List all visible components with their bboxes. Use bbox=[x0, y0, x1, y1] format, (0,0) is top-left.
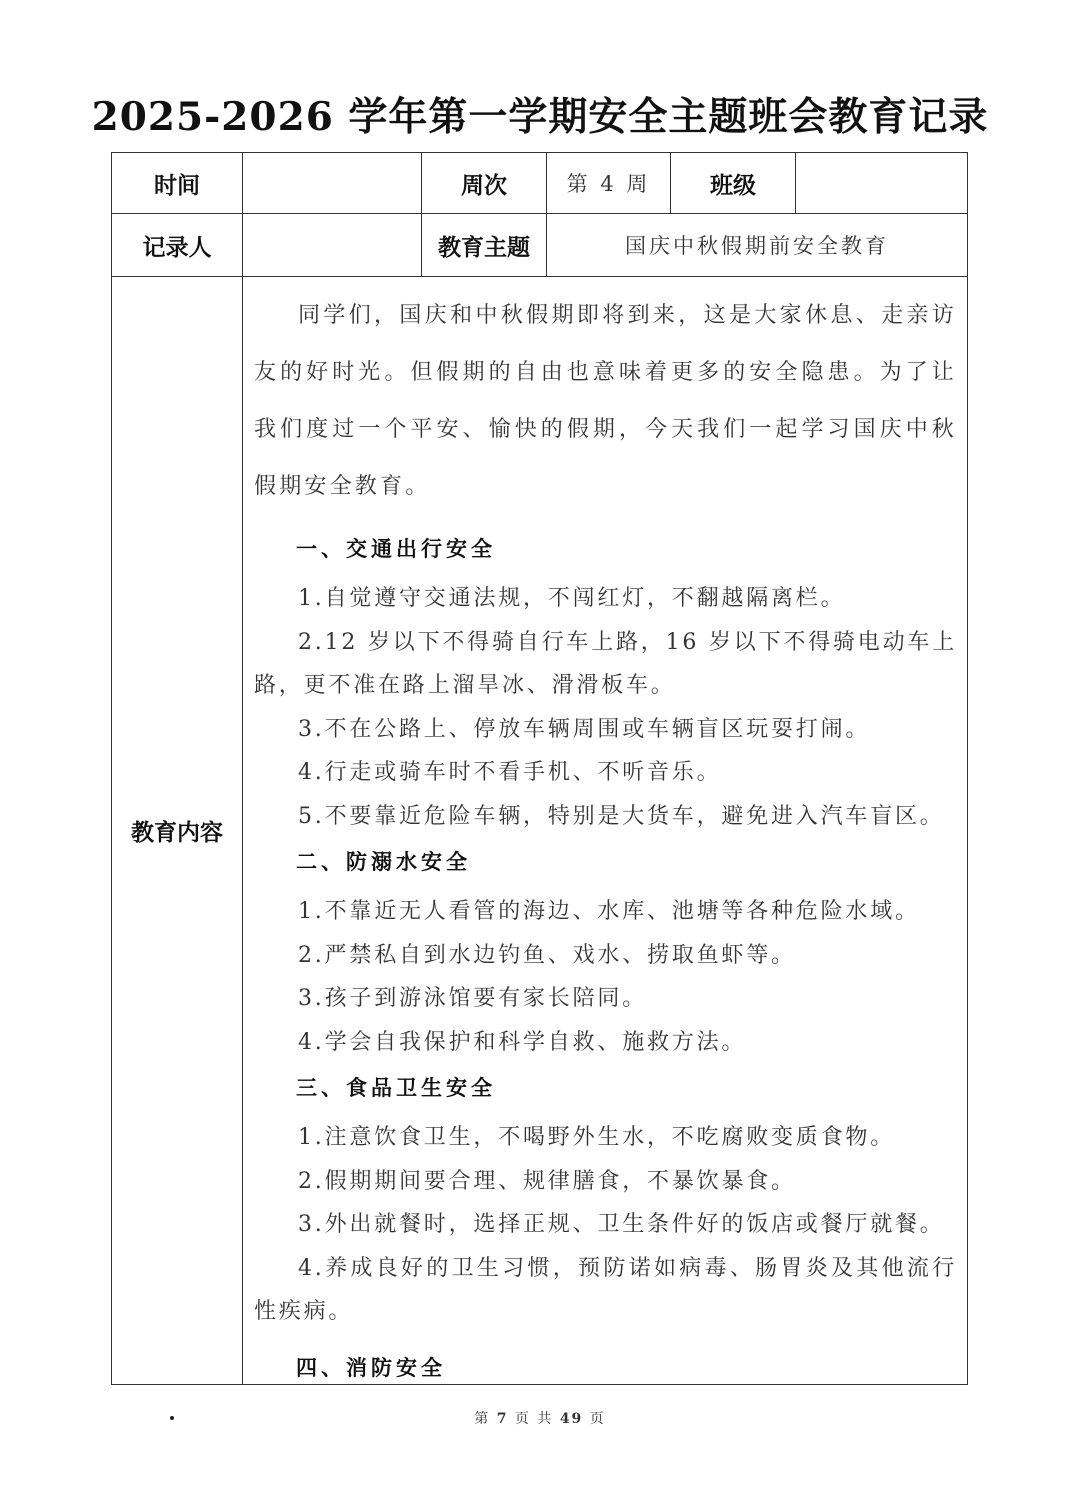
week-value: 第 4 周 bbox=[547, 153, 671, 214]
page-total: 49 bbox=[559, 1411, 584, 1427]
footer-suffix: 页 bbox=[589, 1411, 606, 1427]
page-number: 7 bbox=[496, 1411, 509, 1427]
table-row-recorder bbox=[112, 214, 968, 277]
time-label: 时间 bbox=[112, 153, 243, 214]
table-row-content bbox=[112, 277, 968, 1385]
list-item: 2.严禁私自到水边钓鱼、戏水、捞取鱼虾等。 bbox=[298, 942, 796, 968]
list-item: 4.养成良好的卫生习惯，预防诺如病毒、肠胃炎及其他流行性疾病。 bbox=[254, 1255, 957, 1324]
content-body bbox=[243, 277, 967, 1381]
list-item: 3.孩子到游泳馆要有家长陪同。 bbox=[298, 986, 647, 1011]
class-label: 班级 bbox=[671, 153, 796, 214]
list-item: 1.自觉遵守交通法规，不闯红灯，不翻越隔离栏。 bbox=[298, 586, 846, 611]
footer-mid: 页 共 bbox=[514, 1411, 554, 1427]
document-title: 2025-2026 学年第一学期安全主题班会教育记录 bbox=[91, 94, 989, 140]
list-item: 5.不要靠近危险车辆，特别是大货车，避免进入汽车盲区。 bbox=[298, 803, 945, 829]
section-items bbox=[254, 577, 957, 838]
list-item: 3.不在公路上、停放车辆周围或车辆盲区玩耍打闹。 bbox=[298, 716, 871, 742]
list-item: 4.学会自我保护和科学自救、施救方法。 bbox=[298, 1029, 747, 1055]
list-item: 1.注意饮食卫生，不喝野外生水，不吃腐败变质食物。 bbox=[298, 1125, 895, 1150]
recorder-label: 记录人 bbox=[112, 214, 243, 277]
recorder-value bbox=[243, 214, 422, 277]
section-items bbox=[254, 1116, 957, 1334]
list-item: 2.假期期间要合理、规律膳食，不暴饮暴食。 bbox=[298, 1168, 796, 1194]
footer-prefix: 第 bbox=[474, 1411, 491, 1427]
section-heading: 四、消防安全 bbox=[296, 1354, 446, 1380]
content-label: 教育内容 bbox=[112, 277, 243, 1385]
record-table bbox=[111, 152, 968, 1385]
table-row-time bbox=[112, 153, 968, 214]
list-item: 3.外出就餐时，选择正规、卫生条件好的饭店或餐厅就餐。 bbox=[298, 1212, 945, 1237]
section-items bbox=[254, 890, 957, 1064]
list-item: 4.行走或骑车时不看手机、不听音乐。 bbox=[298, 760, 722, 785]
topic-label: 教育主题 bbox=[422, 214, 547, 277]
time-value bbox=[243, 153, 422, 214]
section-heading: 二、防溺水安全 bbox=[296, 849, 471, 874]
section-heading: 一、交通出行安全 bbox=[296, 536, 496, 561]
page-footer bbox=[0, 1408, 1080, 1428]
list-item: 2.12 岁以下不得骑自行车上路，16 岁以下不得骑电动车上路，更不准在路上溜旱冰、滑滑板车。 bbox=[254, 629, 957, 698]
list-item: 1.不靠近无人看管的海边、水库、池塘等各种危险水域。 bbox=[298, 899, 920, 924]
topic-value: 国庆中秋假期前安全教育 bbox=[547, 214, 968, 277]
class-value bbox=[796, 153, 968, 214]
intro-paragraph: 同学们，国庆和中秋假期即将到来，这是大家休息、走亲访友的好时光。但假期的自由也意味着更多的安全隐患。为了让我们度过一个平安、愉快的假期，今天我们一起学习国庆中秋假期安全教育。 bbox=[254, 303, 957, 499]
week-label: 周次 bbox=[422, 153, 547, 214]
section-heading: 三、食品卫生安全 bbox=[296, 1075, 496, 1100]
content-cell bbox=[243, 277, 968, 1385]
